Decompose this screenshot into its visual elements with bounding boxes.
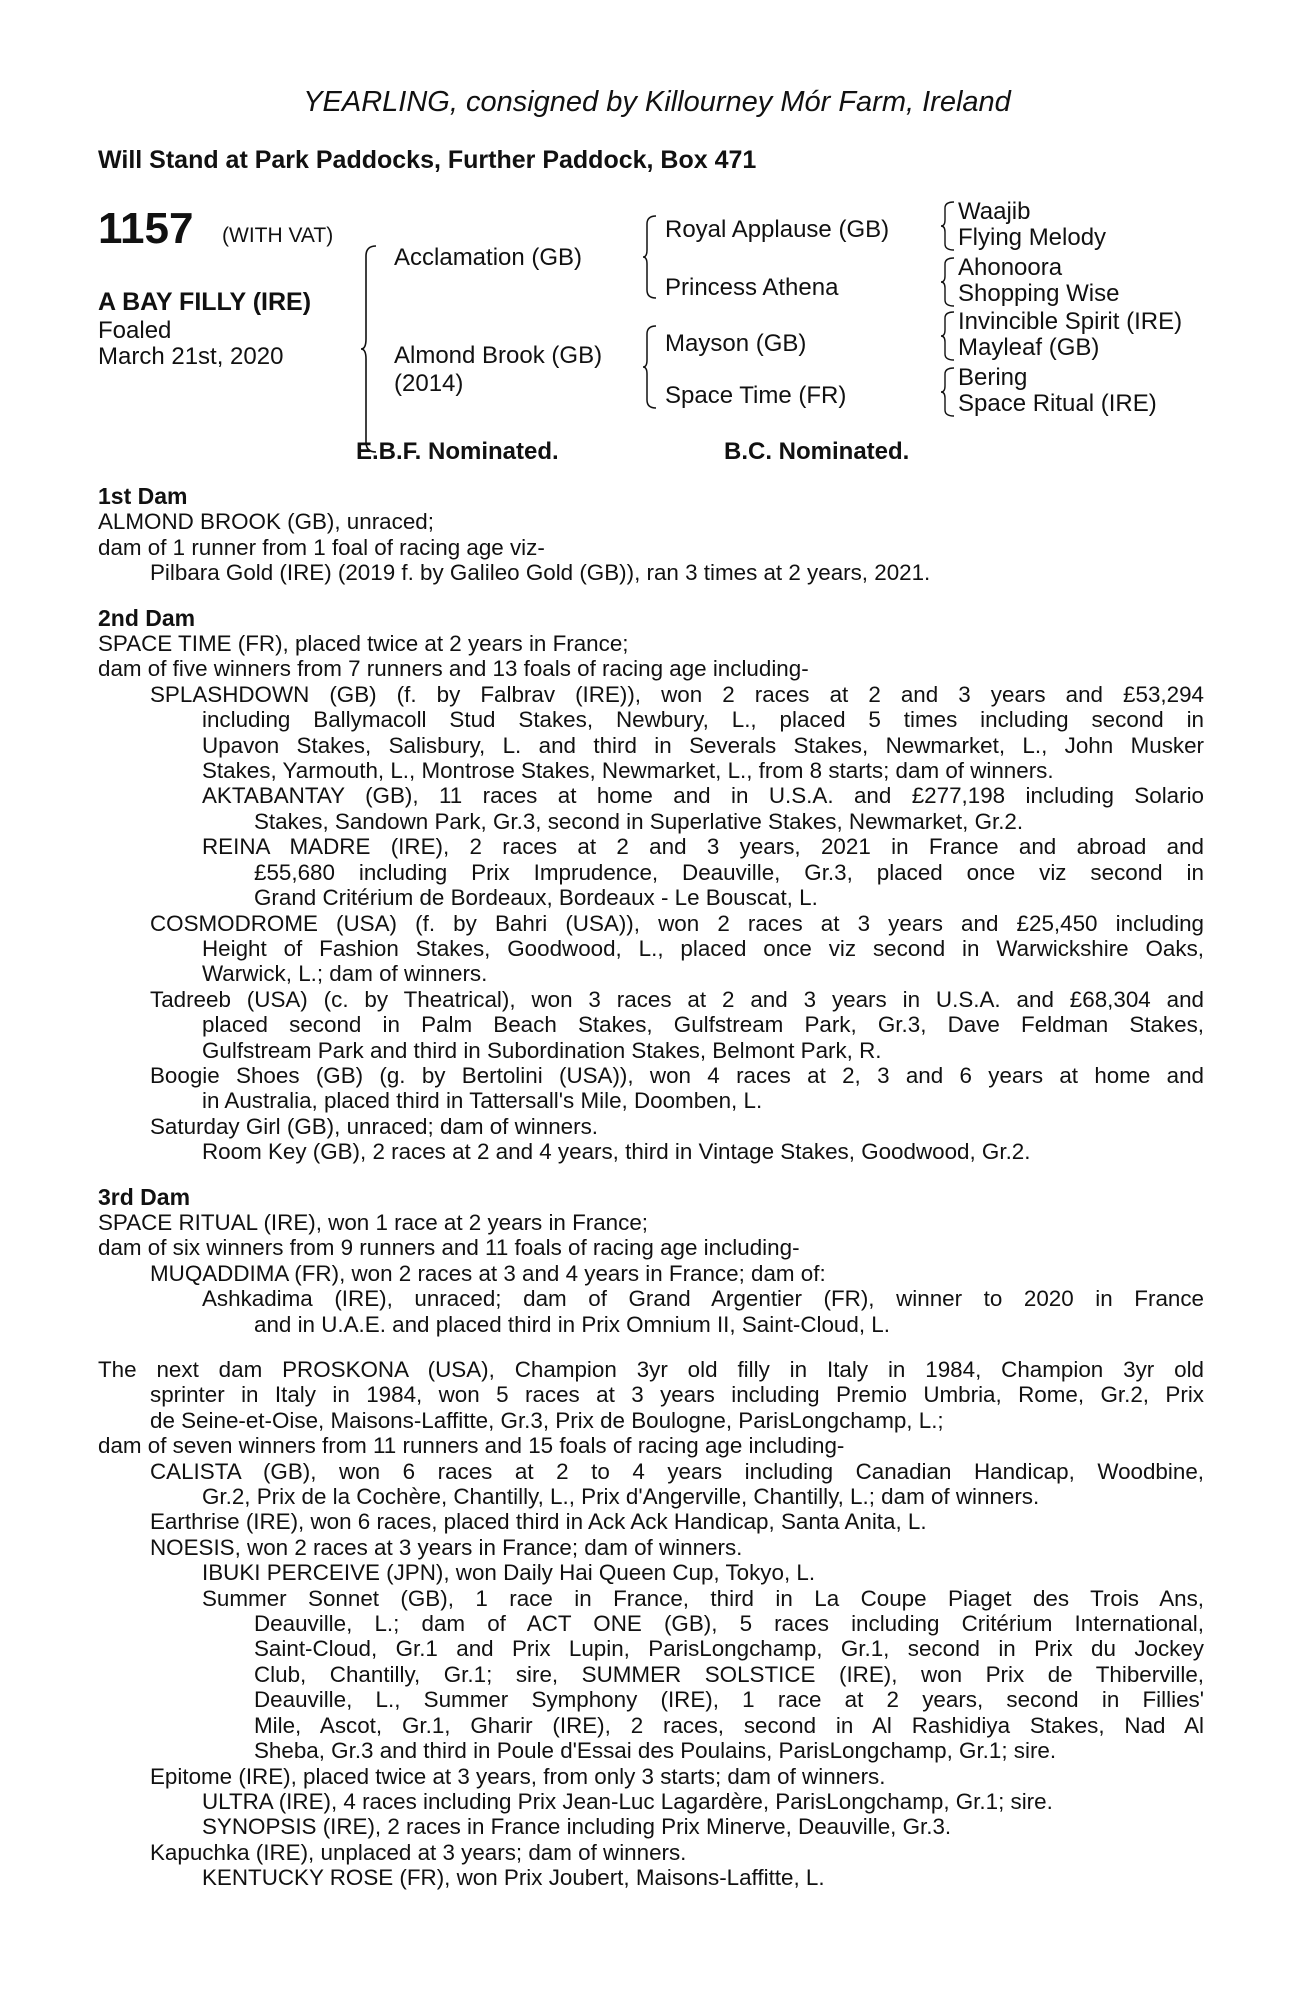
pedigree-dd-sire: Bering xyxy=(958,364,1028,391)
produce-line: SYNOPSIS (IRE), 2 races in France including Prix Minerve, Deauville, Gr.3. xyxy=(202,1814,952,1840)
next-dam-line: sprinter in Italy in 1984, won 5 races at 3 years including Premio Umbria, Rome, Gr.2, Prix xyxy=(150,1382,1204,1408)
pedigree-brace xyxy=(642,214,658,300)
pedigree-sire-dam: Princess Athena xyxy=(665,274,839,301)
produce-line: Sheba, Gr.3 and third in Poule d'Essai des Poulains, ParisLongchamp, Gr.1; sire. xyxy=(254,1738,1057,1764)
produce-line: KENTUCKY ROSE (FR), won Prix Joubert, Maisons-Laffitte, L. xyxy=(202,1865,825,1891)
foaled-date: March 21st, 2020 xyxy=(98,343,284,370)
section-heading: 3rd Dam xyxy=(98,1183,191,1210)
consignment-line: YEARLING, consigned by Killourney Mór Farm, Ireland xyxy=(303,86,1011,118)
produce-line: ULTRA (IRE), 4 races including Prix Jean-Luc Lagardère, ParisLongchamp, Gr.1; sire. xyxy=(202,1788,1053,1814)
foaled-label: Foaled xyxy=(98,317,172,344)
next-dam-line: de Seine-et-Oise, Maisons-Laffitte, Gr.3, Prix de Boulogne, ParisLongchamp, L.; xyxy=(150,1407,944,1433)
produce-line: including Ballymacoll Stud Stakes, Newbury, L., placed 5 times including second in xyxy=(202,707,1204,733)
produce-line: Kapuchka (IRE), unplaced at 3 years; dam of winners. xyxy=(150,1839,687,1865)
dam-line: dam of six winners from 9 runners and 11 foals of racing age including- xyxy=(98,1235,800,1261)
produce-line: Earthrise (IRE), won 6 races, placed third in Ack Ack Handicap, Santa Anita, L. xyxy=(150,1509,927,1535)
dam-line: ALMOND BROOK (GB), unraced; xyxy=(98,509,434,535)
bc-nomination: B.C. Nominated. xyxy=(724,438,910,465)
lot-title: A BAY FILLY (IRE) xyxy=(98,288,312,316)
produce-line: Saint-Cloud, Gr.1 and Prix Lupin, ParisLongchamp, Gr.1, second in Prix du Jockey xyxy=(254,1636,1204,1662)
next-dam-line: The next dam PROSKONA (USA), Champion 3yr old filly in Italy in 1984, Champion 3yr old xyxy=(98,1357,1204,1382)
produce-line: Gulfstream Park and third in Subordination Stakes, Belmont Park, R. xyxy=(202,1037,882,1063)
produce-line: Epitome (IRE), placed twice at 3 years, from only 3 starts; dam of winners. xyxy=(150,1763,886,1789)
vat-note: (WITH VAT) xyxy=(222,224,334,247)
pedigree-dd-dam: Space Ritual (IRE) xyxy=(958,390,1157,417)
stand-location: Will Stand at Park Paddocks, Further Paddock, Box 471 xyxy=(98,146,757,174)
pedigree-ds-sire: Invincible Spirit (IRE) xyxy=(958,308,1183,335)
produce-line: Stakes, Yarmouth, L., Montrose Stakes, Newmarket, L., from 8 starts; dam of winners. xyxy=(202,758,1054,784)
produce-line: Mile, Ascot, Gr.1, Gharir (IRE), 2 races, second in Al Rashidiya Stakes, Nad Al xyxy=(254,1712,1204,1738)
produce-line: COSMODROME (USA) (f. by Bahri (USA)), won 2 races at 3 years and £25,450 including xyxy=(150,910,1204,936)
produce-line: in Australia, placed third in Tattersall's Mile, Doomben, L. xyxy=(202,1088,763,1114)
family-history xyxy=(98,484,1204,1891)
pedigree-brace xyxy=(940,366,956,418)
pedigree-dam-sire: Mayson (GB) xyxy=(665,330,807,357)
section-heading: 2nd Dam xyxy=(98,604,196,631)
produce-line: Warwick, L.; dam of winners. xyxy=(202,961,488,987)
pedigree-ss-sire: Waajib xyxy=(958,198,1031,225)
pedigree-ds-dam: Mayleaf (GB) xyxy=(958,334,1100,361)
pedigree-sire-sire: Royal Applause (GB) xyxy=(665,216,890,243)
produce-line: Club, Chantilly, Gr.1; sire, SUMMER SOLSTICE (IRE), won Prix de Thiberville, xyxy=(254,1661,1204,1687)
pedigree-sire: Acclamation (GB) xyxy=(394,244,583,271)
produce-line: Pilbara Gold (IRE) (2019 f. by Galileo Gold (GB)), ran 3 times at 2 years, 2021. xyxy=(150,560,931,586)
pedigree-brace xyxy=(360,244,378,454)
produce-line: Summer Sonnet (GB), 1 race in France, third in La Coupe Piaget des Trois Ans, xyxy=(202,1585,1204,1611)
pedigree-dam: Almond Brook (GB) xyxy=(394,342,603,369)
produce-line: IBUKI PERCEIVE (JPN), won Daily Hai Queen Cup, Tokyo, L. xyxy=(202,1560,816,1586)
produce-line: Height of Fashion Stakes, Goodwood, L., placed once viz second in Warwickshire Oaks, xyxy=(202,935,1204,961)
pedigree-ss-dam: Flying Melody xyxy=(958,224,1107,251)
pedigree-brace xyxy=(642,324,658,410)
pedigree-dam-dam: Space Time (FR) xyxy=(665,382,847,409)
produce-line: and in U.A.E. and placed third in Prix Omnium II, Saint-Cloud, L. xyxy=(254,1311,890,1337)
produce-line: Grand Critérium de Bordeaux, Bordeaux - Le Bouscat, L. xyxy=(254,885,818,911)
produce-line: Upavon Stakes, Salisbury, L. and third in Severals Stakes, Newmarket, L., John Musker xyxy=(202,732,1204,758)
section-heading: 1st Dam xyxy=(98,483,188,509)
produce-line: Room Key (GB), 2 races at 2 and 4 years, third in Vintage Stakes, Goodwood, Gr.2. xyxy=(202,1139,1031,1165)
produce-line: £55,680 including Prix Imprudence, Deauville, Gr.3, placed once viz second in xyxy=(254,859,1204,885)
produce-line: REINA MADRE (IRE), 2 races at 2 and 3 years, 2021 in France and abroad and xyxy=(202,834,1204,860)
dam-line: SPACE RITUAL (IRE), won 1 race at 2 years in France; xyxy=(98,1209,649,1235)
produce-line: SPLASHDOWN (GB) (f. by Falbrav (IRE)), won 2 races at 2 and 3 years and £53,294 xyxy=(150,681,1204,707)
produce-line: NOESIS, won 2 races at 3 years in France; dam of winners. xyxy=(150,1534,743,1560)
pedigree-brace xyxy=(940,310,956,362)
produce-line: placed second in Palm Beach Stakes, Gulfstream Park, Gr.3, Dave Feldman Stakes, xyxy=(202,1012,1204,1038)
produce-line: CALISTA (GB), won 6 races at 2 to 4 years including Canadian Handicap, Woodbine, xyxy=(150,1458,1204,1484)
produce-line: AKTABANTAY (GB), 11 races at home and in U.S.A. and £277,198 including Solario xyxy=(202,783,1204,809)
produce-line: Stakes, Sandown Park, Gr.3, second in Superlative Stakes, Newmarket, Gr.2. xyxy=(254,808,1024,834)
pedigree-sd-dam: Shopping Wise xyxy=(958,280,1120,307)
produce-line: Saturday Girl (GB), unraced; dam of winners. xyxy=(150,1113,598,1139)
dam-line: dam of 1 runner from 1 foal of racing age viz- xyxy=(98,534,545,560)
produce-line: Deauville, L., Summer Symphony (IRE), 1 race at 2 years, second in Fillies' xyxy=(254,1687,1204,1713)
ebf-nomination: E.B.F. Nominated. xyxy=(356,438,559,465)
lot-number: 1157 xyxy=(98,204,194,253)
produce-line: Ashkadima (IRE), unraced; dam of Grand Argentier (FR), winner to 2020 in France xyxy=(202,1286,1204,1312)
produce-line: Tadreeb (USA) (c. by Theatrical), won 3 races at 2 and 3 years in U.S.A. and £68,304 and xyxy=(150,986,1204,1012)
pedigree-block xyxy=(0,196,1314,476)
dam-line: SPACE TIME (FR), placed twice at 2 years in France; xyxy=(98,631,629,657)
produce-line: Gr.2, Prix de la Cochère, Chantilly, L., Prix d'Angerville, Chantilly, L.; dam of winners. xyxy=(202,1484,1040,1510)
pedigree-brace xyxy=(940,256,956,308)
pedigree-sd-sire: Ahonoora xyxy=(958,254,1063,281)
pedigree-dam-year: (2014) xyxy=(394,370,464,397)
produce-line: Deauville, L.; dam of ACT ONE (GB), 5 races including Critérium International, xyxy=(254,1611,1204,1637)
produce-line: MUQADDIMA (FR), won 2 races at 3 and 4 years in France; dam of: xyxy=(150,1260,826,1286)
dam-line: dam of five winners from 7 runners and 13 foals of racing age including- xyxy=(98,656,809,682)
produce-line: Boogie Shoes (GB) (g. by Bertolini (USA)), won 4 races at 2, 3 and 6 years at home and xyxy=(150,1062,1204,1088)
dam-line: dam of seven winners from 11 runners and 15 foals of racing age including- xyxy=(98,1433,845,1459)
pedigree-brace xyxy=(940,200,956,252)
